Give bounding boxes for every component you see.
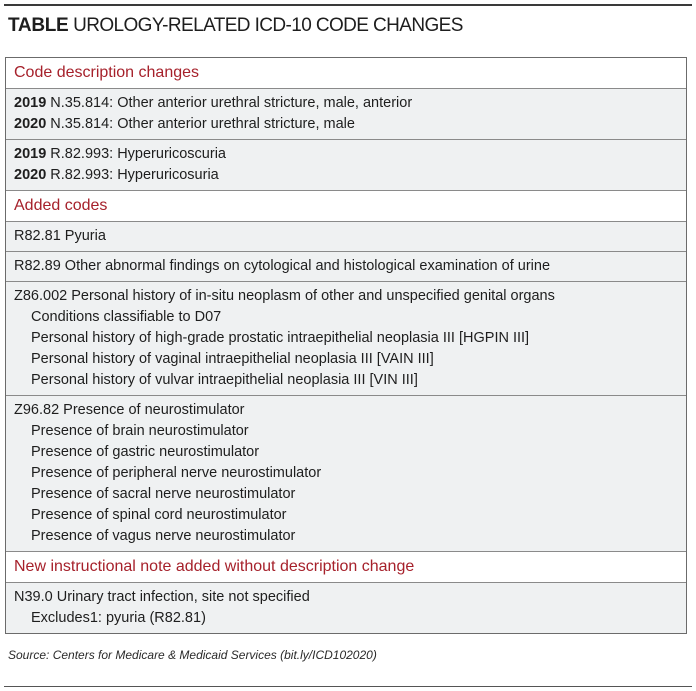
table-title: TABLE UROLOGY-RELATED ICD-10 CODE CHANGES [8, 15, 463, 36]
code-line: R82.81 Pyuria [14, 228, 106, 244]
sub-line: Conditions classifiable to D07 [31, 309, 222, 325]
table-row [6, 252, 686, 282]
sub-line: Presence of peripheral nerve neurostimulator [31, 465, 322, 481]
icd-table [5, 57, 687, 634]
sub-line: Presence of vagus nerve neurostimulator [31, 528, 296, 544]
table-row [6, 282, 686, 396]
source-note: Source: Centers for Medicare & Medicaid Services (bit.ly/ICD102020) [8, 648, 377, 662]
table-row [6, 140, 686, 191]
sub-line: Presence of gastric neurostimulator [31, 444, 260, 460]
sub-line: Personal history of vaginal intraepithelial neoplasia III [VAIN III] [31, 351, 434, 367]
section-header-instructional-note: New instructional note added without description change [6, 552, 686, 583]
table-row [6, 89, 686, 140]
code-line: 2020 R.82.993: Hyperuricosuria [14, 167, 219, 183]
sub-line: Presence of spinal cord neurostimulator [31, 507, 287, 523]
section-header-description-changes: Code description changes [6, 58, 686, 89]
code-line: Z86.002 Personal history of in-situ neoplasm of other and unspecified genital organs [14, 288, 555, 304]
code-line: R82.89 Other abnormal findings on cytological and histological examination of urine [14, 258, 551, 274]
code-line: 2019 R.82.993: Hyperuricoscuria [14, 146, 226, 162]
bottom-rule [4, 686, 692, 687]
top-rule [4, 4, 692, 6]
code-line: Z96.82 Presence of neurostimulator [14, 402, 245, 418]
section-header-added-codes: Added codes [6, 191, 686, 222]
sub-line: Presence of sacral nerve neurostimulator [31, 486, 296, 502]
table-row [6, 396, 686, 552]
table-row [6, 583, 686, 633]
table-row [6, 222, 686, 252]
code-line: N39.0 Urinary tract infection, site not specified [14, 589, 310, 605]
code-line: 2019 N.35.814: Other anterior urethral stricture, male, anterior [14, 95, 413, 111]
sub-line: Presence of brain neurostimulator [31, 423, 249, 439]
sub-line: Personal history of high-grade prostatic intraepithelial neoplasia III [HGPIN III] [31, 330, 530, 346]
sub-line: Excludes1: pyuria (R82.81) [31, 610, 206, 626]
code-line: 2020 N.35.814: Other anterior urethral stricture, male [14, 116, 355, 132]
sub-line: Personal history of vulvar intraepithelial neoplasia III [VIN III] [31, 372, 418, 388]
